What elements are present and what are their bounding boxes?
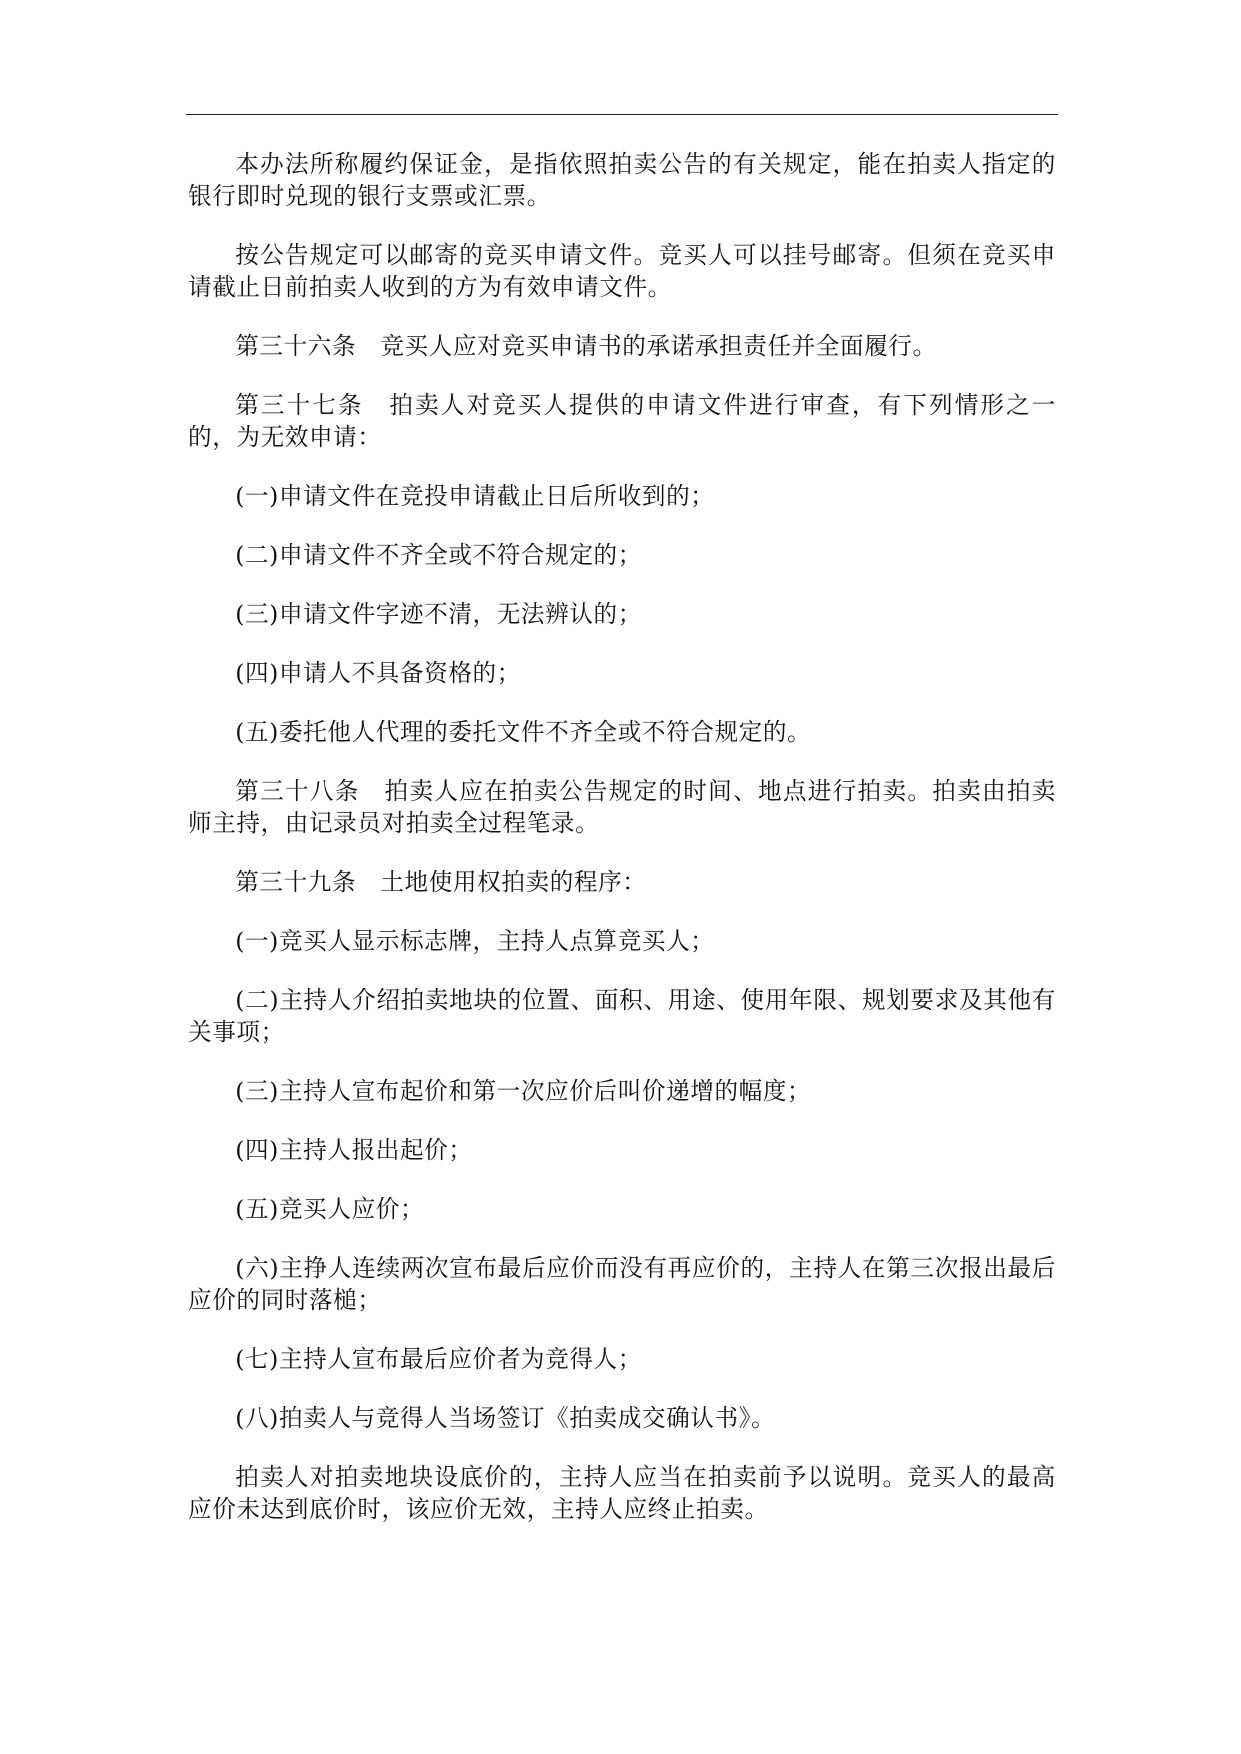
paragraph: 本办法所称履约保证金，是指依照拍卖公告的有关规定，能在拍卖人指定的银行即时兑现的银行支票或汇票。 <box>188 150 1056 210</box>
list-item: (五)竞买人应价； <box>235 1195 425 1223</box>
list-item: (二)申请文件不齐全或不符合规定的； <box>235 541 642 569</box>
document-body <box>188 148 1056 1552</box>
list-item: (七)主持人宣布最后应价者为竞得人； <box>235 1345 642 1373</box>
list-item: (一)竞买人显示标志牌，主持人点算竞买人； <box>235 927 715 955</box>
list-item: (四)申请人不具备资格的； <box>235 659 521 687</box>
list-item: (五)委托他人代理的委托文件不齐全或不符合规定的。 <box>235 718 812 746</box>
article-37: 第三十七条 拍卖人对竞买人提供的申请文件进行审查，有下列情形之一的，为无效申请： <box>188 391 1056 451</box>
paragraph: 按公告规定可以邮寄的竞买申请文件。竞买人可以挂号邮寄。但须在竞买申请截止日前拍卖人收到的方为有效申请文件。 <box>188 241 1056 301</box>
list-item: (四)主持人报出起价； <box>235 1136 473 1164</box>
list-item: (六)主挣人连续两次宣布最后应价而没有再应价的，主持人在第三次报出最后应价的同时落槌； <box>188 1254 1056 1314</box>
header-rule <box>186 114 1058 115</box>
paragraph: 拍卖人对拍卖地块设底价的，主持人应当在拍卖前予以说明。竞买人的最高应价未达到底价时，该应价无效，主持人应终止拍卖。 <box>188 1463 1056 1523</box>
list-item: (二)主持人介绍拍卖地块的位置、面积、用途、使用年限、规划要求及其他有关事项； <box>188 986 1056 1046</box>
article-36: 第三十六条 竞买人应对竞买申请书的承诺承担责任并全面履行。 <box>235 332 937 360</box>
article-38: 第三十八条 拍卖人应在拍卖公告规定的时间、地点进行拍卖。拍卖由拍卖师主持，由记录员对拍卖全过程笔录。 <box>188 777 1056 837</box>
list-item: (一)申请文件在竞投申请截止日后所收到的； <box>235 482 715 510</box>
list-item: (八)拍卖人与竞得人当场签订《拍卖成交确认书》。 <box>235 1404 776 1432</box>
article-39: 第三十九条 土地使用权拍卖的程序： <box>235 868 647 896</box>
list-item: (三)主持人宣布起价和第一次应价后叫价递增的幅度； <box>235 1077 812 1105</box>
list-item: (三)申请文件字迹不清，无法辨认的； <box>235 600 642 628</box>
